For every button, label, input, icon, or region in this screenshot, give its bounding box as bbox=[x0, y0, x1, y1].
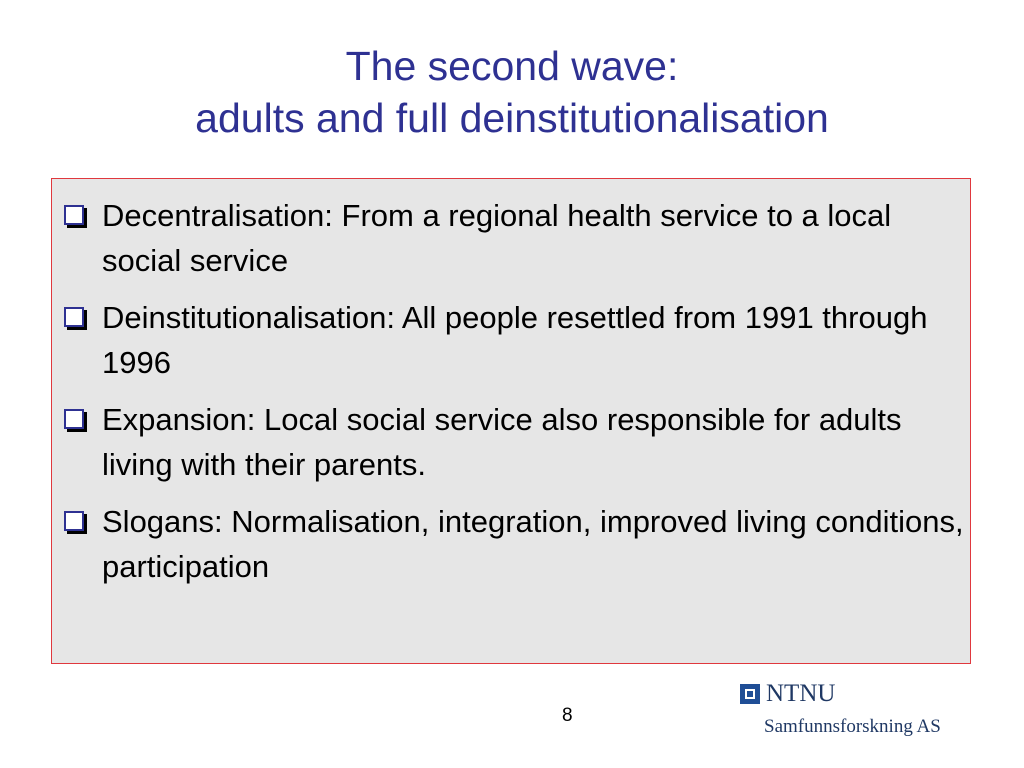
bullet-list bbox=[64, 193, 964, 601]
title-line-1: The second wave: bbox=[345, 43, 679, 89]
bullet-text: Expansion: Local social service also responsible for adults living with their parents. bbox=[102, 402, 902, 482]
page-number: 8 bbox=[562, 705, 573, 726]
bullet-item-decentralisation bbox=[64, 193, 964, 283]
logo-name: NTNU bbox=[766, 680, 836, 707]
title-line-2: adults and full deinstitutionalisation bbox=[195, 95, 829, 141]
bullet-text: Decentralisation: From a regional health service to a local social service bbox=[102, 198, 892, 278]
bullet-text: Slogans: Normalisation, integration, improved living conditions, participation bbox=[102, 504, 964, 584]
checkbox-bullet-icon bbox=[64, 409, 84, 429]
logo-subtitle: Samfunnsforskning AS bbox=[764, 716, 941, 737]
content-box bbox=[51, 178, 971, 664]
bullet-item-slogans bbox=[64, 499, 964, 589]
checkbox-bullet-icon bbox=[64, 511, 84, 531]
ntnu-logo-icon bbox=[740, 684, 760, 704]
slide-title bbox=[0, 40, 1024, 144]
bullet-item-expansion bbox=[64, 397, 964, 487]
bullet-text: Deinstitutionalisation: All people resettled from 1991 through 1996 bbox=[102, 300, 928, 380]
ntnu-logo bbox=[740, 680, 1000, 740]
checkbox-bullet-icon bbox=[64, 205, 84, 225]
checkbox-bullet-icon bbox=[64, 307, 84, 327]
bullet-item-deinstitutionalisation bbox=[64, 295, 964, 385]
